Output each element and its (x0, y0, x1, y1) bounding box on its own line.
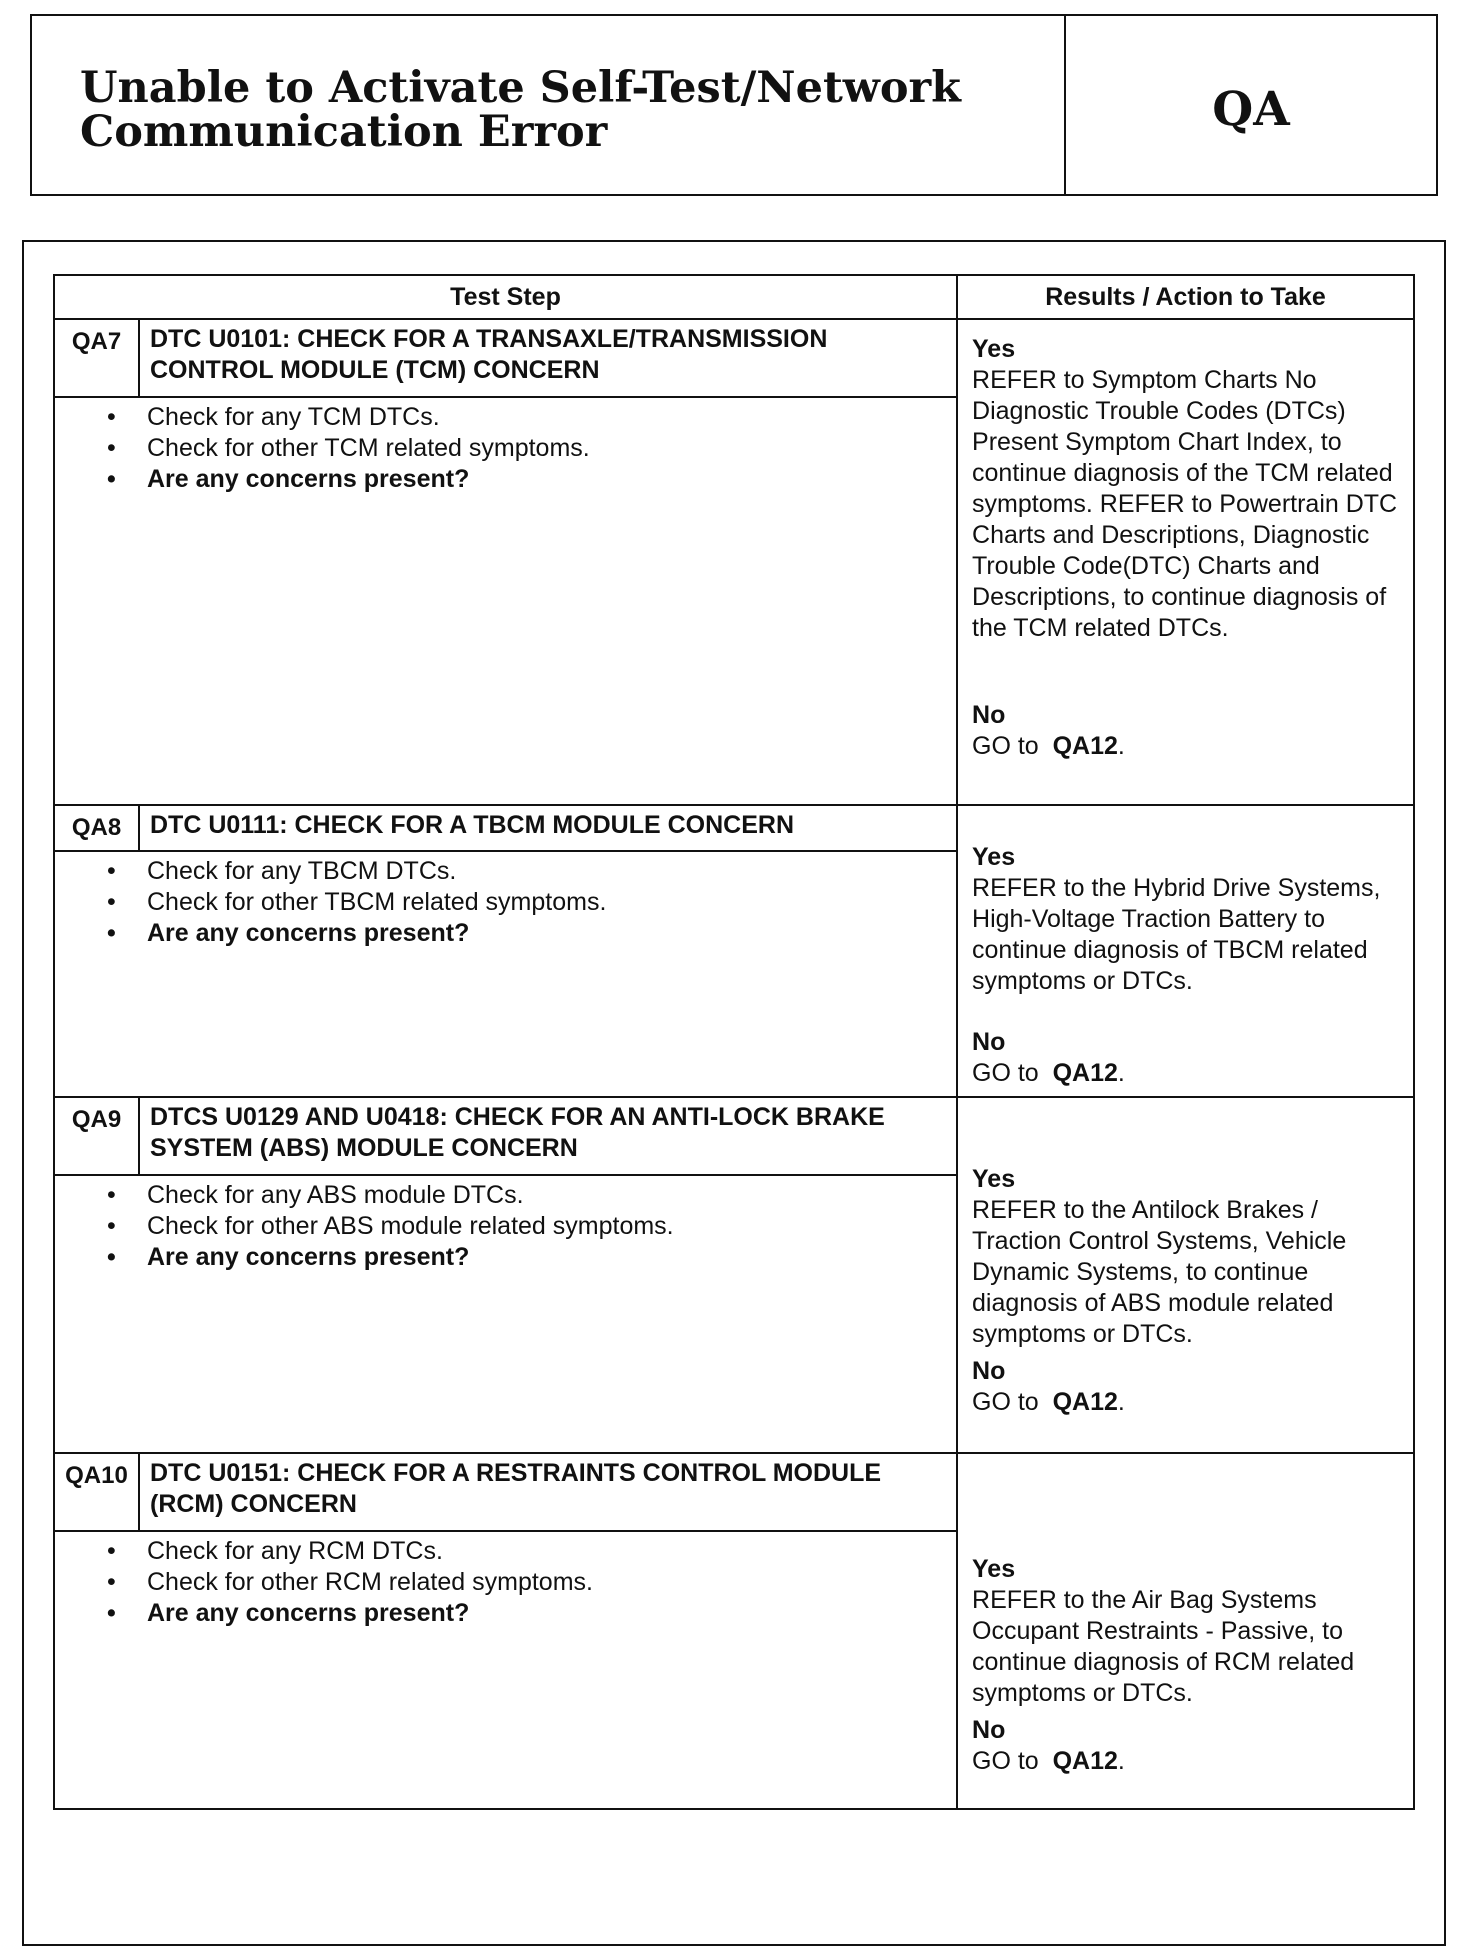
table-row (54, 1097, 1414, 1175)
table-row (54, 1453, 1414, 1531)
diagnostic-table (53, 274, 1415, 1810)
table-row (54, 319, 1414, 397)
yes-action: REFER to Symptom Charts No Diagnostic Trouble Codes (DTCs) Present Symptom Chart Index, to continue diagnosis of the TCM related symptoms. REFER to Powertrain DTC Charts and Descriptions, Diagnostic Trouble Code(DTC) Charts and Descriptions, to continue diagnosis of the TCM related DTCs. (972, 366, 1398, 642)
step-id: QA10 (54, 1453, 139, 1531)
column-header-test-step: Test Step (54, 275, 957, 319)
yes-label: Yes (972, 1165, 1016, 1193)
list-item: • Are any concerns present? (147, 464, 956, 495)
list-item: • Check for other TBCM related symptoms. (147, 887, 956, 918)
list-item: • Check for any ABS module DTCs. (147, 1180, 956, 1211)
no-label: No (972, 1716, 1006, 1744)
step-checklist (54, 1175, 957, 1453)
no-action: GO to QA12. (972, 1059, 1125, 1087)
goto-link[interactable]: QA12 (1052, 1059, 1118, 1087)
step-checklist (54, 1531, 957, 1809)
step-title: DTC U0111: CHECK FOR A TBCM MODULE CONCERN (139, 805, 957, 851)
step-result (957, 1453, 1414, 1809)
list-item: • Check for other TCM related symptoms. (147, 433, 956, 464)
step-result (957, 805, 1414, 1097)
page-header (30, 14, 1438, 196)
step-result (957, 319, 1414, 805)
list-item: • Are any concerns present? (147, 918, 956, 949)
step-title: DTC U0151: CHECK FOR A RESTRAINTS CONTROL MODULE (RCM) CONCERN (139, 1453, 957, 1531)
list-item: • Check for other RCM related symptoms. (147, 1567, 956, 1598)
list-item: • Are any concerns present? (147, 1598, 956, 1629)
no-label: No (972, 1357, 1006, 1385)
step-result (957, 1097, 1414, 1453)
no-action: GO to QA12. (972, 1747, 1125, 1775)
list-item: • Are any concerns present? (147, 1242, 956, 1273)
yes-action: REFER to the Hybrid Drive Systems, High-Voltage Traction Battery to continue diagnosis of TBCM related symptoms or DTCs. (972, 874, 1381, 995)
no-action: GO to QA12. (972, 1388, 1125, 1416)
no-label: No (972, 1028, 1006, 1056)
goto-link[interactable]: QA12 (1052, 732, 1118, 760)
no-action: GO to QA12. (972, 732, 1125, 760)
list-item: • Check for any TBCM DTCs. (147, 856, 956, 887)
step-id: QA9 (54, 1097, 139, 1175)
step-title: DTC U0101: CHECK FOR A TRANSAXLE/TRANSMISSION CONTROL MODULE (TCM) CONCERN (139, 319, 957, 397)
yes-action: REFER to the Air Bag Systems Occupant Restraints - Passive, to continue diagnosis of RCM related symptoms or DTCs. (972, 1586, 1355, 1707)
step-title: DTCS U0129 AND U0418: CHECK FOR AN ANTI-LOCK BRAKE SYSTEM (ABS) MODULE CONCERN (139, 1097, 957, 1175)
no-label: No (972, 701, 1006, 729)
list-item: • Check for other ABS module related symptoms. (147, 1211, 956, 1242)
goto-link[interactable]: QA12 (1052, 1747, 1118, 1775)
yes-action: REFER to the Antilock Brakes / Traction Control Systems, Vehicle Dynamic Systems, to continue diagnosis of ABS module related symptoms or DTCs. (972, 1196, 1347, 1348)
yes-label: Yes (972, 1555, 1016, 1583)
yes-label: Yes (972, 335, 1016, 363)
table-row (54, 805, 1414, 851)
list-item: • Check for any RCM DTCs. (147, 1536, 956, 1567)
list-item: • Check for any TCM DTCs. (147, 402, 956, 433)
column-header-results: Results / Action to Take (957, 275, 1414, 319)
section-code: QA (1212, 81, 1290, 137)
goto-link[interactable]: QA12 (1052, 1388, 1118, 1416)
yes-label: Yes (972, 843, 1016, 871)
page-title: Unable to Activate Self-Test/Network Communication Error (32, 16, 1066, 194)
step-checklist (54, 397, 957, 805)
step-id: QA7 (54, 319, 139, 397)
step-checklist (54, 851, 957, 1097)
step-id: QA8 (54, 805, 139, 851)
